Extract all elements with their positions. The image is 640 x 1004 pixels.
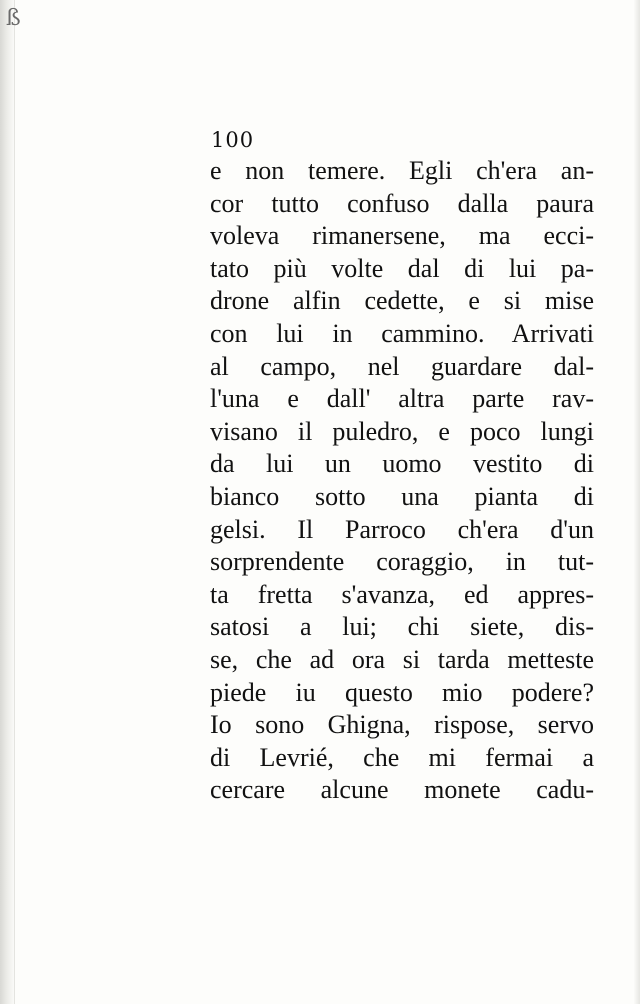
text-line: gelsi. Il Parroco ch'era d'un	[210, 514, 594, 544]
text-line: Io sono Ghigna, rispose, servo	[210, 710, 594, 740]
text-line: se, che ad ora si tarda metteste	[210, 644, 594, 674]
corner-mark: ß	[6, 6, 21, 31]
text-line: con lui in cammino. Arrivati	[210, 318, 594, 348]
text-line: l'una e dall' altra parte rav-	[210, 384, 594, 414]
text-line: visano il puledro, e poco lungi	[210, 416, 594, 446]
text-line: bianco sotto una pianta di	[210, 481, 594, 511]
binding-edge	[0, 0, 15, 1004]
text-line: satosi a lui; chi siete, dis-	[210, 612, 594, 642]
text-line: tato più volte dal di lui pa-	[210, 253, 594, 283]
text-line: piede iu questo mio podere?	[210, 677, 594, 707]
text-line: ta fretta s'avanza, ed appres-	[210, 579, 594, 609]
text-line: da lui un uomo vestito di	[210, 449, 594, 479]
page-number: 100	[211, 128, 255, 152]
text-line: cercare alcune monete cadu-	[210, 775, 594, 805]
body-text	[210, 155, 594, 807]
text-line: cor tutto confuso dalla paura	[210, 188, 594, 218]
text-line: e non temere. Egli ch'era an-	[210, 156, 594, 185]
text-line: voleva rimanersene, ma ecci-	[210, 221, 594, 251]
page-right-edge	[634, 0, 640, 1004]
text-line: al campo, nel guardare dal-	[210, 351, 594, 381]
text-line: sorprendente coraggio, in tut-	[210, 547, 594, 577]
text-line: drone alfin cedette, e si mise	[210, 286, 594, 316]
text-line: di Levrié, che mi fermai a	[210, 742, 594, 772]
